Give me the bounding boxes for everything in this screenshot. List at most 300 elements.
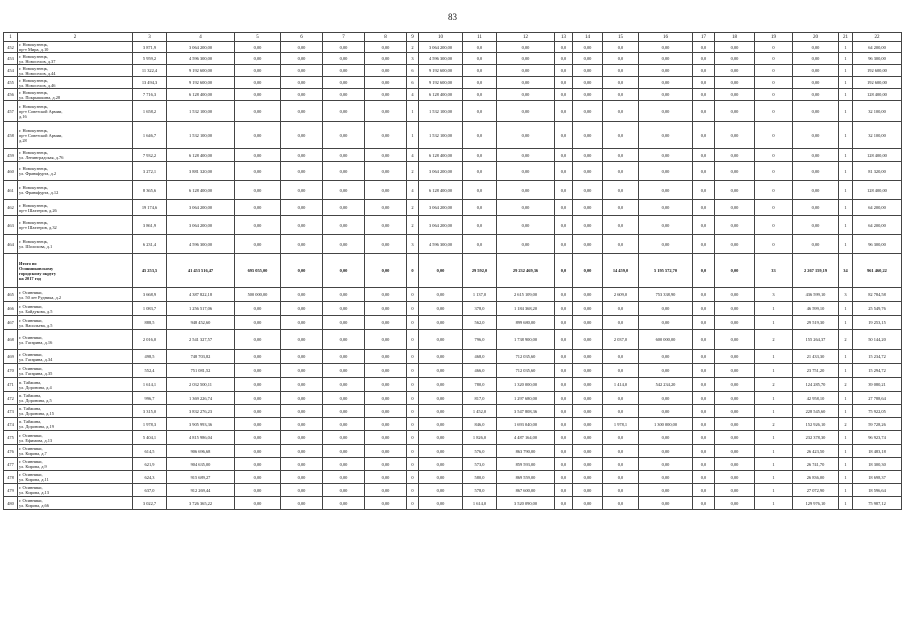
table-cell: 0,0 (603, 65, 639, 77)
table-cell: 906 696,68 (167, 445, 235, 458)
table-cell: 3 520 090,00 (497, 497, 555, 510)
table-cell: 0,00 (573, 364, 603, 378)
table-cell: 0,0 (693, 392, 715, 405)
table-cell: 0,00 (639, 392, 693, 405)
table-cell: 128 400,00 (853, 149, 902, 162)
table-cell: 0,00 (715, 431, 755, 445)
table-cell: 0,00 (323, 405, 365, 418)
table-cell: 9 192 600,00 (419, 77, 463, 89)
table-cell: 0,00 (573, 200, 603, 216)
table-cell: 1 (755, 350, 793, 364)
table-cell: 1 (839, 216, 853, 235)
table-cell: 3 064 200,00 (419, 200, 463, 216)
table-cell: 0,00 (365, 497, 407, 510)
table-cell: 0,00 (235, 330, 281, 350)
table-cell: 1 (839, 200, 853, 216)
table-cell: 81 320,00 (853, 162, 902, 181)
table-row (4, 405, 902, 418)
table-cell: 6 128 400,00 (419, 89, 463, 101)
table-cell: 552,4 (133, 364, 167, 378)
table-cell: 0,0 (555, 302, 573, 316)
table-cell: 0,00 (715, 162, 755, 181)
table-cell: 0,0 (555, 101, 573, 122)
table-cell: 888,5 (133, 316, 167, 330)
table-cell: 0,00 (365, 89, 407, 101)
table-cell: 0,00 (323, 330, 365, 350)
table-cell: 0,00 (639, 101, 693, 122)
table-cell: 0,0 (693, 405, 715, 418)
table-cell: 0,00 (793, 89, 839, 101)
table-cell: 1 (839, 89, 853, 101)
table-cell: 0,00 (793, 181, 839, 200)
table-cell: 0,00 (573, 216, 603, 235)
table-cell: 0 (407, 445, 419, 458)
table-cell: 3 (407, 53, 419, 65)
table-cell: 0,0 (693, 77, 715, 89)
address-cell: г. Новокузнецк, ул. Новоселов, д.46 (18, 77, 133, 89)
table-cell: 996,7 (133, 392, 167, 405)
table-cell: 26 836,00 (793, 471, 839, 484)
table-cell: 0,0 (603, 484, 639, 497)
table-cell: 42 958,10 (793, 392, 839, 405)
table-cell: 0,00 (281, 458, 323, 471)
table-cell: 452 (4, 42, 18, 53)
table-cell: 0,00 (235, 316, 281, 330)
table-cell: 0,0 (693, 65, 715, 77)
table-cell: 0,00 (573, 181, 603, 200)
table-cell: 3 861,9 (133, 216, 167, 235)
table-cell: 0,00 (715, 235, 755, 254)
header-cell: 2 (18, 33, 133, 42)
table-cell: 0,00 (323, 181, 365, 200)
table-cell: 4 596 300,00 (167, 53, 235, 65)
table-cell: 1 (755, 302, 793, 316)
table-cell: 0,00 (281, 235, 323, 254)
table-row (4, 216, 902, 235)
table-cell: 1 978,3 (133, 418, 167, 431)
table-cell: 0,00 (497, 162, 555, 181)
table-cell: 0,0 (555, 364, 573, 378)
table-cell: 0,00 (323, 254, 365, 288)
table-cell: 0 (755, 181, 793, 200)
table-cell: 0,0 (693, 122, 715, 149)
table-cell: 7 932,2 (133, 149, 167, 162)
table-cell: 0,00 (365, 42, 407, 53)
table-cell: 0,00 (281, 431, 323, 445)
table-row (4, 378, 902, 392)
table-cell: 3 272,1 (133, 162, 167, 181)
table-cell: 0,0 (693, 181, 715, 200)
table-cell: 0,00 (235, 458, 281, 471)
table-cell: 2 (407, 162, 419, 181)
table-cell: 0,00 (323, 122, 365, 149)
table-cell: 0,00 (419, 254, 463, 288)
table-cell: 5 404,1 (133, 431, 167, 445)
table-cell: 0,0 (603, 77, 639, 89)
table-cell: 129 976,10 (793, 497, 839, 510)
address-cell: г. Новокузнецк, пр-т Шахтеров, д.32 (18, 216, 133, 235)
table-cell: 0,0 (603, 149, 639, 162)
table-cell: 192 600,00 (853, 65, 902, 77)
table-row (4, 431, 902, 445)
table-cell: 3 064 200,00 (167, 200, 235, 216)
table-cell: 96 923,74 (853, 431, 902, 445)
table-cell: 0,00 (639, 302, 693, 316)
table-cell: 0,00 (281, 471, 323, 484)
table-cell: 0,0 (603, 458, 639, 471)
table-cell: 0,00 (281, 418, 323, 431)
table-cell: 64 200,00 (853, 42, 902, 53)
table-cell: 463 (4, 216, 18, 235)
address-cell: г. Осинники, ул. Кирова, д.9 (18, 458, 133, 471)
table-cell: 1 452,0 (463, 405, 497, 418)
table-cell: 0,0 (555, 405, 573, 418)
table-row (4, 235, 902, 254)
table-cell: 466 (4, 302, 18, 316)
table-cell: 0,0 (603, 42, 639, 53)
table-cell: 0,0 (555, 458, 573, 471)
table-cell: 0,00 (281, 89, 323, 101)
table-cell: 948 452,60 (167, 316, 235, 330)
table-cell: 0,00 (793, 235, 839, 254)
table-cell: 0,00 (573, 378, 603, 392)
table-cell: 0,0 (693, 431, 715, 445)
table-cell: 1 (839, 65, 853, 77)
table-cell: 0,00 (419, 497, 463, 510)
address-cell: г. Новокузнецк, ул. Франкфурта, д.12 (18, 181, 133, 200)
table-cell: 0,00 (573, 445, 603, 458)
address-cell: г. Новокузнецк, ул. Шолохова, д.1 (18, 235, 133, 254)
table-cell: 19 253,15 (853, 316, 902, 330)
table-cell: 14 459,0 (603, 254, 639, 288)
table-cell: 0,0 (555, 471, 573, 484)
table-cell: 0,0 (555, 216, 573, 235)
table-row (4, 149, 902, 162)
table-cell: 0,0 (555, 431, 573, 445)
table-cell: 0,00 (235, 65, 281, 77)
table-cell: 0 (407, 392, 419, 405)
table-cell: 0,0 (603, 200, 639, 216)
table-cell: 0,0 (693, 445, 715, 458)
table-cell: 470 (4, 364, 18, 378)
table-row (4, 484, 902, 497)
table-row (4, 122, 902, 149)
table-cell: 124 285,70 (793, 378, 839, 392)
table-cell: 0 (755, 162, 793, 181)
table-cell: 614,5 (133, 445, 167, 458)
table-cell: 26 423,50 (793, 445, 839, 458)
table-cell: 0,00 (793, 53, 839, 65)
table-cell: 1 614,0 (463, 497, 497, 510)
table-cell: 1 532 100,00 (419, 101, 463, 122)
table-cell: 0 (755, 89, 793, 101)
table-cell: 1 (839, 122, 853, 149)
table-cell: 1 137,0 (463, 288, 497, 302)
table-cell: 0 (755, 149, 793, 162)
table-cell: 0,00 (365, 418, 407, 431)
table-cell: 3 064 200,00 (167, 216, 235, 235)
table-cell: 1 (755, 392, 793, 405)
table-cell: 0,00 (573, 484, 603, 497)
table-cell: 0,00 (715, 53, 755, 65)
table-cell: 4 596 300,00 (167, 235, 235, 254)
table-cell: 0,0 (463, 216, 497, 235)
table-cell: 578,0 (463, 484, 497, 497)
table-cell: 0,0 (693, 497, 715, 510)
table-cell: 0,0 (693, 458, 715, 471)
table-cell: 29 232 469,36 (497, 254, 555, 288)
table-cell: 0,0 (463, 42, 497, 53)
table-row (4, 162, 902, 181)
table-cell: 232 378,30 (793, 431, 839, 445)
table-cell: 0,00 (323, 471, 365, 484)
table-cell: 0,0 (555, 392, 573, 405)
table-cell: 0,0 (555, 418, 573, 431)
table-cell: 1 (839, 350, 853, 364)
table-cell: 4 815 986,04 (167, 431, 235, 445)
table-cell: 59 728,26 (853, 418, 902, 431)
table-cell: 0,0 (603, 216, 639, 235)
table-cell: 0,00 (365, 122, 407, 149)
table-cell: 34 (839, 254, 853, 288)
header-row (4, 33, 902, 42)
table-cell: 41 453 516,47 (167, 254, 235, 288)
table-cell: 29 519,30 (793, 316, 839, 330)
table-cell: 2 615 109,00 (497, 288, 555, 302)
table-cell: 0,00 (497, 65, 555, 77)
table-cell: 2 (407, 200, 419, 216)
table-cell: 0,0 (555, 235, 573, 254)
table-cell: 1 738 900,00 (497, 330, 555, 350)
table-cell: 128 400,00 (853, 89, 902, 101)
table-cell: 0,00 (323, 484, 365, 497)
table-cell: 1 (839, 364, 853, 378)
table-cell: 477 (4, 458, 18, 471)
table-cell: 1 (755, 471, 793, 484)
table-cell: 472 (4, 392, 18, 405)
table-cell: 0,0 (555, 330, 573, 350)
table-cell: 0,00 (715, 181, 755, 200)
table-cell: 471 (4, 378, 18, 392)
table-cell: 0,00 (323, 288, 365, 302)
table-cell: 1 (839, 162, 853, 181)
table-cell: 0,00 (715, 392, 755, 405)
table-cell: 0,00 (497, 101, 555, 122)
table-cell: 0,00 (573, 77, 603, 89)
table-cell: 479 (4, 484, 18, 497)
address-cell: г. Осинники, ул. Гагарина, д.16 (18, 330, 133, 350)
table-row (4, 418, 902, 431)
table-cell: 0,00 (235, 101, 281, 122)
table-cell: 0,00 (235, 405, 281, 418)
address-cell: п. Тайжина, ул. Доронина, д.4 (18, 378, 133, 392)
table-cell: 1 (755, 405, 793, 418)
table-cell: 0,00 (497, 53, 555, 65)
address-cell: г. Новокузнецк, ул. Франкфурта, д.2 (18, 162, 133, 181)
table-cell: 0 (755, 42, 793, 53)
table-cell: 0,0 (463, 200, 497, 216)
address-cell: г. Новокузнецк, пр-т Мира, д.10 (18, 42, 133, 53)
table-cell: 0,0 (555, 497, 573, 510)
table-cell: 0,00 (639, 471, 693, 484)
table-cell: 0,00 (281, 405, 323, 418)
table-cell: 0,00 (281, 288, 323, 302)
table-cell: 466,0 (463, 364, 497, 378)
table-cell: 0,00 (365, 200, 407, 216)
header-cell: 5 (235, 33, 281, 42)
table-cell: 0,0 (693, 418, 715, 431)
table-row (4, 53, 902, 65)
table-cell: 0,0 (603, 364, 639, 378)
table-cell: 29 592,0 (463, 254, 497, 288)
address-cell: г. Новокузнецк, ул. Новоселов, д.44 (18, 65, 133, 77)
table-cell: 0 (407, 458, 419, 471)
table-cell: 0,00 (323, 42, 365, 53)
table-cell: 0,00 (573, 89, 603, 101)
table-cell: 0,00 (281, 216, 323, 235)
table-cell: 0,0 (693, 364, 715, 378)
table-cell: 0,00 (235, 392, 281, 405)
table-cell: 0,0 (603, 405, 639, 418)
table-cell: 475 (4, 431, 18, 445)
table-cell: 0,0 (555, 77, 573, 89)
table-cell: 2 (407, 42, 419, 53)
table-cell: 0,00 (715, 316, 755, 330)
table-cell: 454 (4, 65, 18, 77)
table-cell: 0,00 (419, 471, 463, 484)
table-cell: 0,00 (281, 162, 323, 181)
table-cell: 0,00 (365, 431, 407, 445)
table-cell: 1 (755, 431, 793, 445)
table-cell: 33 (755, 254, 793, 288)
table-cell: 0,00 (419, 418, 463, 431)
table-cell: 0,00 (573, 458, 603, 471)
table-cell: 4 (407, 181, 419, 200)
table-cell: 465 (4, 288, 18, 302)
address-cell: г. Осинники, ул. Кирова, д.13 (18, 484, 133, 497)
table-cell: 0,0 (693, 288, 715, 302)
table-cell: 1 (839, 316, 853, 330)
table-cell: 0,00 (715, 378, 755, 392)
table-cell: 0,00 (323, 200, 365, 216)
address-cell: г. Осинники, ул. Васильева, д.5 (18, 316, 133, 330)
table-cell: 461 (4, 181, 18, 200)
table-cell: 2 (755, 418, 793, 431)
table-cell: 0,00 (365, 254, 407, 288)
table-cell: 25 549,76 (853, 302, 902, 316)
table-cell: 498,5 (133, 350, 167, 364)
table-cell: 11 322,4 (133, 65, 167, 77)
table-cell: 1 (839, 235, 853, 254)
table-cell: 0,00 (639, 235, 693, 254)
table-cell: 2 609,0 (603, 288, 639, 302)
table-cell: 2 (839, 378, 853, 392)
table-cell: 600 000,00 (639, 330, 693, 350)
table-cell: 0,00 (365, 53, 407, 65)
table-cell: 0,00 (793, 216, 839, 235)
table-cell: 0,0 (463, 65, 497, 77)
table-cell: 1 (839, 53, 853, 65)
table-cell: 0,00 (365, 65, 407, 77)
table-cell: 0,00 (281, 42, 323, 53)
table-cell: 0 (407, 431, 419, 445)
table-cell: 1 (755, 364, 793, 378)
table-cell: 9 192 600,00 (167, 65, 235, 77)
table-cell: 0,00 (639, 497, 693, 510)
table-cell: 0,00 (715, 497, 755, 510)
table-cell: 0,00 (235, 350, 281, 364)
table-cell: 1 297 680,00 (497, 392, 555, 405)
header-cell: 3 (133, 33, 167, 42)
table-cell: 1 (755, 484, 793, 497)
table-cell: 228 545,60 (793, 405, 839, 418)
address-cell: г. Осинники, ул. Гагарина, д.34 (18, 350, 133, 364)
table-cell: 0,0 (693, 89, 715, 101)
table-cell: 0,00 (235, 364, 281, 378)
table-cell: 0,00 (235, 89, 281, 101)
table-cell: 0,00 (323, 431, 365, 445)
table-cell: 3 315,0 (133, 405, 167, 418)
table-cell: 0,00 (573, 471, 603, 484)
table-cell: 0,00 (639, 458, 693, 471)
table-cell: 6 128 400,00 (419, 149, 463, 162)
table-cell: 0,00 (323, 497, 365, 510)
table-cell: 6 128 400,00 (167, 149, 235, 162)
table-row (4, 445, 902, 458)
table-cell: 1 (839, 302, 853, 316)
table-cell: 748 703,82 (167, 350, 235, 364)
table-cell: 1 658,2 (133, 101, 167, 122)
table-cell: 0,00 (235, 216, 281, 235)
table-cell: 1 083,7 (133, 302, 167, 316)
table-cell: 1 (839, 101, 853, 122)
table-cell: 46 599,10 (793, 302, 839, 316)
table-cell: 0,0 (603, 497, 639, 510)
table-cell: 580,0 (463, 471, 497, 484)
table-cell: 462 (4, 200, 18, 216)
table-cell: 0,0 (693, 101, 715, 122)
table-cell: 0,00 (715, 216, 755, 235)
table-cell: 0,0 (555, 162, 573, 181)
header-cell: 7 (323, 33, 365, 42)
table-cell: 1 (839, 392, 853, 405)
table-cell: 474 (4, 418, 18, 431)
table-cell: 0,00 (235, 162, 281, 181)
table-cell: 1 (839, 42, 853, 53)
table-cell: 0,0 (603, 445, 639, 458)
table-cell: 0,0 (603, 316, 639, 330)
table-cell: 0,00 (281, 316, 323, 330)
table-cell: 0,00 (235, 181, 281, 200)
table-cell: 75 922,05 (853, 405, 902, 418)
table-cell: 26 741,70 (793, 458, 839, 471)
address-cell: п. Тайжина, ул. Доронина, д.15 (18, 405, 133, 418)
table-cell: 0,00 (281, 445, 323, 458)
table-cell: 0,0 (693, 302, 715, 316)
table-cell: 0,00 (365, 235, 407, 254)
table-cell: 961 460,22 (853, 254, 902, 288)
table-cell: 478 (4, 471, 18, 484)
table-cell: 4 (407, 89, 419, 101)
table-cell: 0,00 (365, 471, 407, 484)
table-cell: 0,00 (715, 302, 755, 316)
table-cell: 1 (839, 471, 853, 484)
table-cell: 0,00 (281, 254, 323, 288)
table-cell: 0,00 (793, 200, 839, 216)
table-cell: 0,0 (463, 101, 497, 122)
table-cell: 6 (407, 65, 419, 77)
table-cell: 4 487 164,00 (497, 431, 555, 445)
